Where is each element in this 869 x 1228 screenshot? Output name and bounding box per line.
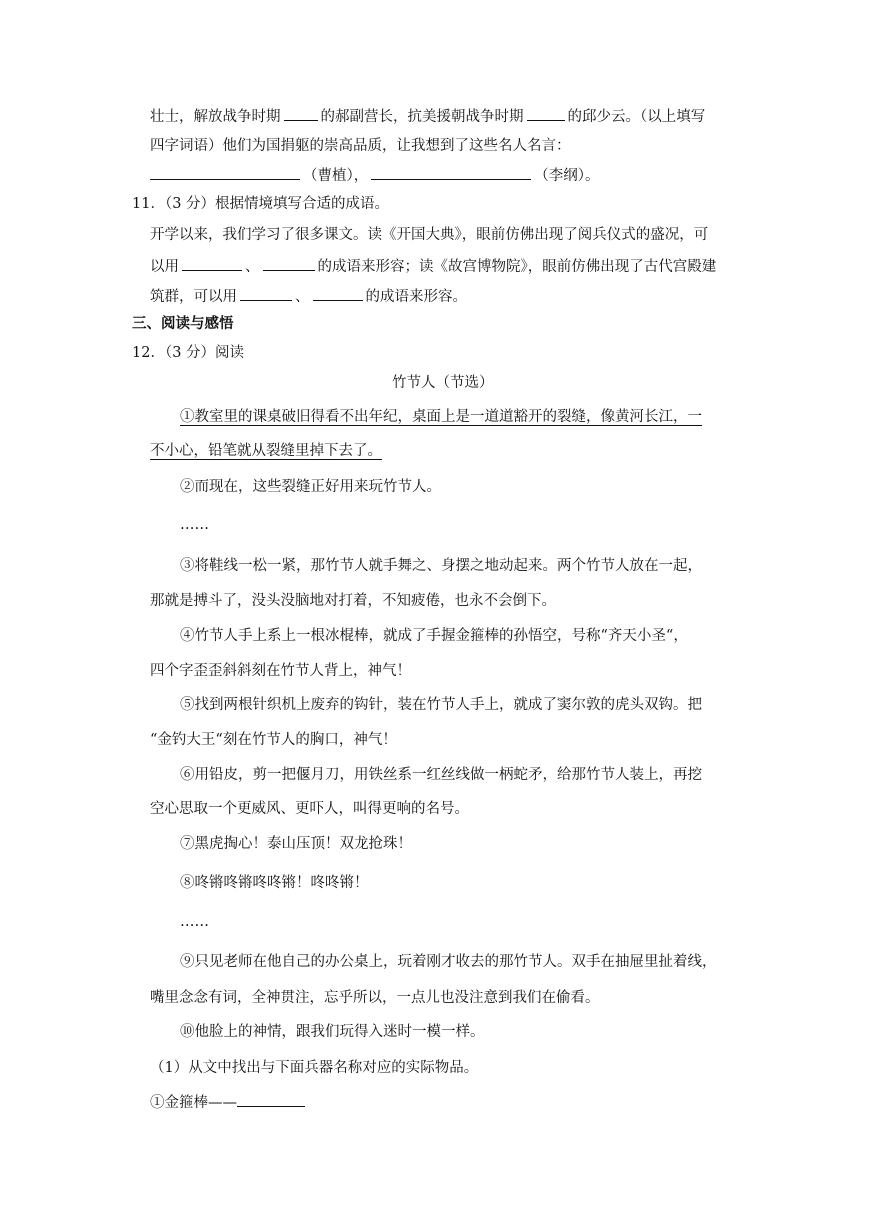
paragraph-9-line-1: ⑨只见老师在他自己的办公桌上，玩着刚才收去的那竹节人。双手在抽屉里扯着线， bbox=[180, 954, 717, 970]
paragraph-2: ②而现在，这些裂缝正好用来玩竹节人。 bbox=[180, 479, 441, 495]
paragraph-10: ⑩他脸上的神情，跟我们玩得入迷时一模一样。 bbox=[180, 1024, 485, 1040]
paragraph-6-line-1: ⑥用铅皮，剪一把偃月刀，用铁丝系一红丝线做一柄蛇矛，给那竹节人装上，再挖 bbox=[180, 767, 702, 783]
q12-stem: 12．（3 分）阅读 bbox=[132, 345, 245, 361]
ellipsis: …… bbox=[180, 914, 209, 930]
q11-stem: 11．（3 分）根据情境填写合适的成语。 bbox=[132, 196, 390, 212]
q10-text: 的郝副营长，抗美援朝战争时期 bbox=[320, 109, 524, 125]
paragraph-7: ⑦黑虎掏心！泰山压顶！双龙抢珠！ bbox=[180, 836, 412, 852]
answer-blank[interactable] bbox=[313, 285, 363, 301]
paragraph-6-line-2: 空心思取一个更威风、更吓人，叫得更响的名号。 bbox=[150, 801, 469, 817]
q11-line-3: 筑群，可以用 、 的成语来形容。 bbox=[150, 285, 467, 307]
answer-blank[interactable] bbox=[263, 255, 315, 271]
answer-blank[interactable] bbox=[240, 285, 292, 301]
q12-sub-question-1: （1）从文中找出与下面兵器名称对应的实际物品。 bbox=[150, 1060, 479, 1076]
answer-blank[interactable] bbox=[182, 255, 242, 271]
q11-line-2: 以用 、 的成语来形容；读《故宫博物院》，眼前仿佛出现了古代宫殿建 bbox=[150, 255, 716, 277]
paragraph-9-line-2: 嘴里念念有词，全神贯注，忘乎所以，一点儿也没注意到我们在偷看。 bbox=[150, 990, 600, 1006]
answer-blank[interactable] bbox=[150, 164, 300, 180]
answer-blank[interactable] bbox=[527, 105, 565, 121]
passage-title: 竹节人（节选） bbox=[392, 375, 494, 391]
paragraph-1-line-1: ①教室里的课桌破旧得看不出年纪，桌面上是一道道豁开的裂缝，像黄河长江，一 bbox=[180, 409, 702, 425]
q10-line-3 bbox=[150, 164, 600, 186]
section-heading: 三、阅读与感悟 bbox=[132, 316, 234, 332]
paragraph-8: ⑧咚锵咚锵咚咚锵！咚咚锵！ bbox=[180, 875, 369, 891]
answer-blank[interactable] bbox=[237, 1091, 305, 1107]
paragraph-4-line-2: 四个字歪歪斜斜刻在竹节人背上，神气！ bbox=[150, 663, 411, 679]
q10-author-cao-zhi: （曹植）， bbox=[303, 168, 369, 184]
paragraph-3-line-1: ③将鞋线一松一紧，那竹节人就手舞之、身摆之地动起来。两个竹节人放在一起， bbox=[180, 558, 702, 574]
q10-text: 的邱少云。（以上填写 bbox=[567, 109, 706, 125]
paragraph-5-line-2: “金钓大王“刻在竹节人的胸口，神气！ bbox=[150, 732, 397, 748]
q11-line-1: 开学以来，我们学习了很多课文。读《开国大典》，眼前仿佛出现了阅兵仪式的盛况，可 bbox=[150, 227, 709, 243]
paragraph-4-line-1: ④竹节人手上系上一根冰棍棒，就成了手握金箍棒的孙悟空，号称“齐天小圣“， bbox=[180, 628, 688, 644]
paragraph-3-line-2: 那就是搏斗了，没头没脑地对打着，不知疲倦，也永不会倒下。 bbox=[150, 593, 556, 609]
q12-sub-item-1: ①金箍棒—— bbox=[150, 1091, 308, 1113]
q10-line-1 bbox=[150, 105, 705, 127]
q10-line-2: 四字词语）他们为国捐躯的崇高品质，让我想到了这些名人名言： bbox=[150, 138, 571, 154]
paragraph-5-line-1: ⑤找到两根针织机上废弃的钩针，装在竹节人手上，就成了窦尔敦的虎头双钩。把 bbox=[180, 697, 702, 713]
paragraph-1-line-2: 不小心，铅笔就从裂缝里掉下去了。 bbox=[150, 443, 382, 459]
answer-blank[interactable] bbox=[371, 164, 531, 180]
q10-author-li-gang: （李纲）。 bbox=[534, 168, 600, 184]
answer-blank[interactable] bbox=[284, 105, 318, 121]
ellipsis: …… bbox=[180, 517, 209, 533]
q10-text: 壮士，解放战争时期 bbox=[150, 109, 281, 125]
